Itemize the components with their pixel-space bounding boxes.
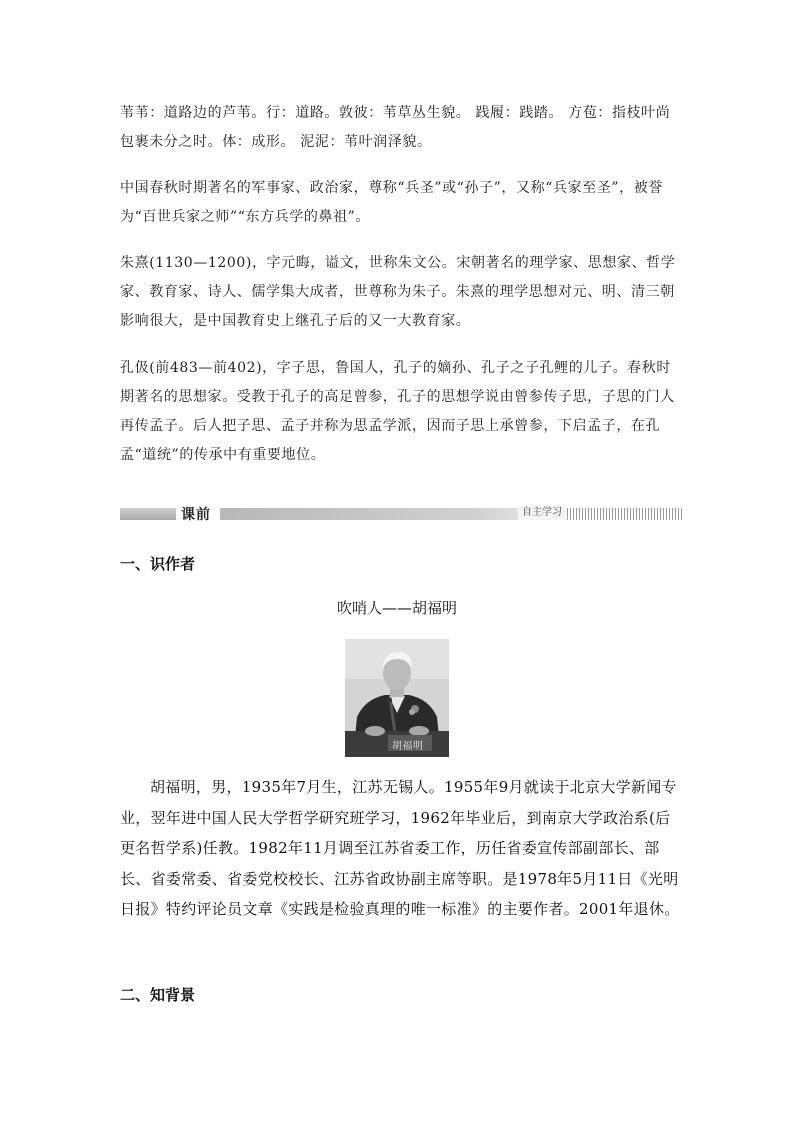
portrait-photo [345, 639, 449, 757]
banner-subtitle: 自主学习 [518, 506, 566, 520]
banner-stripes [564, 508, 682, 520]
annotation-paragraph-reeds: 苇苇：道路边的芦苇。行：道路。敦彼：苇草丛生貌。 践履：践踏。 方苞：指枝叶尚包裹未分之时。体：成形。 泥泥：苇叶润泽貌。 [120, 105, 671, 150]
annotation-paragraph-zhuxi: 朱熹(1130—1200)，字元晦，谥文，世称朱文公。宋朝著名的理学家、思想家、哲学家、教育家、诗人、儒学集大成者，世尊称为朱子。朱熹的理学思想对元、明、清三朝影响很大，是中国教育史上继孔子后的又一大教育家。 [120, 255, 676, 329]
banner-title: 课前 [181, 507, 211, 523]
photo-caption: 胡福明 [392, 741, 424, 752]
section-heading-author: 一、识作者 [120, 555, 196, 573]
annotation-paragraph-sunzi: 中国春秋时期著名的军事家、政治家，尊称“兵圣”或“孙子”，又称“兵家至圣”，被誉为“百世兵家之师”“东方兵学的鼻祖”。 [120, 180, 663, 225]
section-heading-background: 二、知背景 [120, 986, 196, 1004]
annotation-paragraph-zisi: 孔伋(前483—前402)，字子思，鲁国人，孔子的嫡孙、孔子之子孔鲤的儿子。春秋时期著名的思想家。受教于孔子的高足曾参，孔子的思想学说由曾参传子思，子思的门人再传孟子。后人把子思、孟子并称为思孟学派，因而子思上承曾参，下启孟子，在孔孟“道统”的传承中有重要地位。 [120, 360, 675, 463]
banner-left-bar [120, 508, 176, 520]
author-biography: 胡福明，男，1935年7月生，江苏无锡人。1955年9月就读于北京大学新闻专业，翌年进中国人民大学哲学研究班学习，1962年毕业后，到南京大学政治系(后更名哲学系)任教。1982年11月调至江苏省委工作，历任省委宣传部副部长、部长、省委常委、省委党校校长、江苏省政协副主席等职。是1978年5月11日《光明日报》特约评论员文章《实践是检验真理的唯一标准》的主要作者。2001年退休。 [120, 778, 680, 918]
author-title: 吹哨人——胡福明 [336, 599, 457, 617]
section-banner [120, 506, 682, 522]
